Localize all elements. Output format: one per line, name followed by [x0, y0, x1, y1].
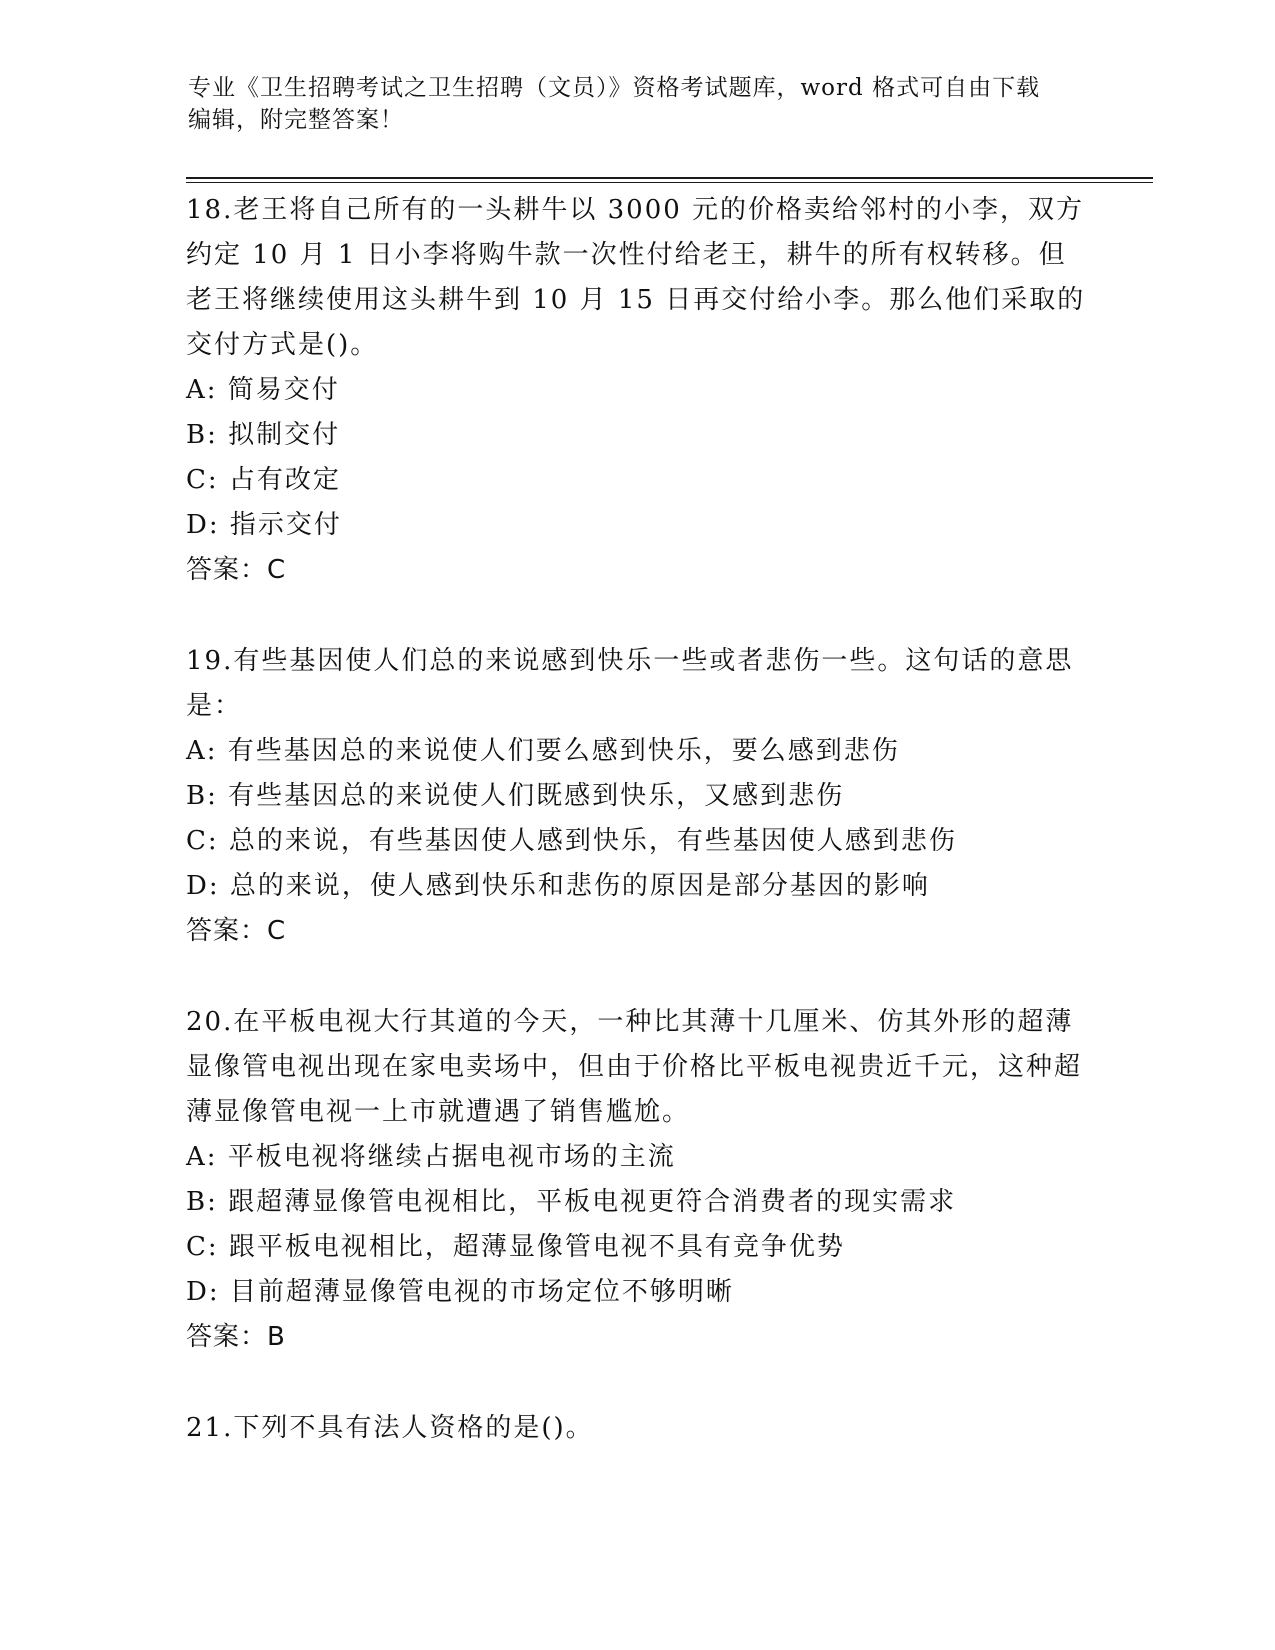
- option-b: B: 拟制交付: [186, 420, 341, 450]
- option-c: C: 总的来说，有些基因使人感到快乐，有些基因使人感到悲伤: [186, 826, 957, 856]
- question-list: [186, 188, 1086, 1497]
- question-21: [186, 1406, 1086, 1451]
- question-text: 19.有些基因使人们总的来说感到快乐一些或者悲伤一些。这句话的意思是：: [186, 646, 1074, 721]
- question-19: [186, 639, 1086, 954]
- header-line-1: 专业《卫生招聘考试之卫生招聘（文员）》资格考试题库，word 格式可自由下载: [188, 75, 1041, 101]
- answer: 答案：B: [186, 1322, 286, 1352]
- answer: 答案：C: [186, 555, 287, 585]
- header-line-2: 编辑，附完整答案！: [188, 107, 404, 133]
- option-d: D: 指示交付: [186, 510, 342, 540]
- question-text: 18.老王将自己所有的一头耕牛以 3000 元的价格卖给邻村的小李，双方约定 10 月 1 日小李将购牛款一次性付给老王，耕牛的所有权转移。但老王将继续使用这头耕牛到 10 月 15 日再交付给小李。那么他们采取的交付方式是()。: [186, 195, 1086, 360]
- document-header: [188, 72, 1068, 136]
- option-a: A: 简易交付: [186, 375, 340, 405]
- question-18: [186, 188, 1086, 593]
- option-c: C: 跟平板电视相比，超薄显像管电视不具有竞争优势: [186, 1232, 845, 1262]
- option-d: D: 目前超薄显像管电视的市场定位不够明晰: [186, 1277, 734, 1307]
- question-text: 21.下列不具有法人资格的是()。: [186, 1413, 594, 1443]
- header-divider-thick: [186, 177, 1153, 179]
- option-a: A: 有些基因总的来说使人们要么感到快乐，要么感到悲伤: [186, 736, 900, 766]
- option-b: B: 有些基因总的来说使人们既感到快乐，又感到悲伤: [186, 781, 845, 811]
- answer: 答案：C: [186, 916, 287, 946]
- option-d: D: 总的来说，使人感到快乐和悲伤的原因是部分基因的影响: [186, 871, 930, 901]
- option-a: A: 平板电视将继续占据电视市场的主流: [186, 1142, 676, 1172]
- header-divider-thin: [186, 182, 1153, 183]
- option-c: C: 占有改定: [186, 465, 341, 495]
- option-b: B: 跟超薄显像管电视相比，平板电视更符合消费者的现实需求: [186, 1187, 957, 1217]
- question-text: 20.在平板电视大行其道的今天，一种比其薄十几厘米、仿其外形的超薄显像管电视出现在家电卖场中，但由于价格比平板电视贵近千元，这种超薄显像管电视一上市就遭遇了销售尴尬。: [186, 1007, 1083, 1127]
- question-20: [186, 1000, 1086, 1360]
